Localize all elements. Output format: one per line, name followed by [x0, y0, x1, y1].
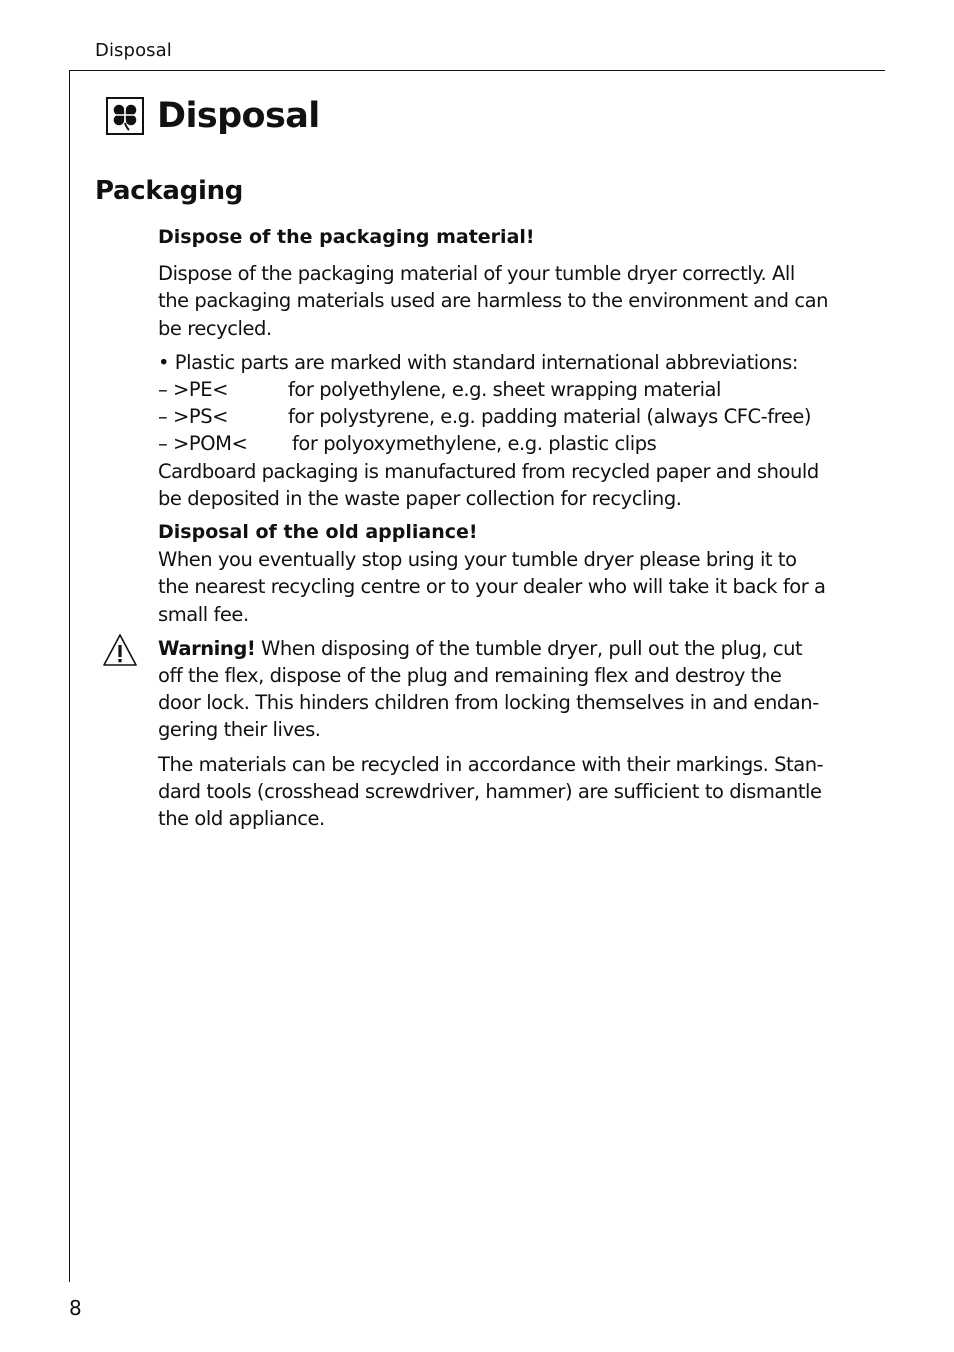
abbreviation-code: – >PE<: [158, 378, 229, 402]
text-line: the old appliance.: [158, 807, 325, 831]
running-header: Disposal: [95, 40, 172, 61]
abbreviation-item: [158, 403, 858, 430]
page-title: Disposal: [157, 96, 320, 136]
text-line: dard tools (crosshead screwdriver, hammer) are sufficient to dismantle: [158, 779, 822, 803]
text-line: The materials can be recycled in accordance with their markings. Stan-: [158, 752, 824, 776]
warning-label: Warning!: [158, 636, 256, 660]
warning-first-line: [158, 635, 858, 662]
abbreviation-desc: for polyethylene, e.g. sheet wrapping material: [288, 378, 722, 402]
materials-paragraph: [158, 751, 858, 833]
abbreviation-list: [158, 376, 858, 458]
page-number: 8: [69, 1296, 82, 1320]
text-line: off the flex, dispose of the plug and remaining flex and destroy the: [158, 664, 782, 688]
warning-block: [158, 635, 858, 744]
abbreviation-desc: for polyoxymethylene, e.g. plastic clips: [292, 432, 657, 456]
title-row: [106, 94, 320, 138]
abbreviation-code: – >POM<: [158, 432, 248, 456]
abbreviation-desc: for polystyrene, e.g. padding material (always CFC-free): [288, 405, 812, 429]
old-appliance-subhead: Disposal of the old appliance!: [158, 521, 478, 544]
plastic-parts-bullet: • Plastic parts are marked with standard international abbreviations:: [158, 350, 798, 374]
packaging-intro: [158, 260, 858, 342]
text-line: be deposited in the waste paper collection for recycling.: [158, 486, 682, 510]
packaging-subhead: Dispose of the packaging material!: [158, 226, 535, 248]
text-line: door lock. This hinders children from locking themselves in and endan-: [158, 691, 819, 715]
header-rule: [69, 70, 885, 71]
text-line: Dispose of the packaging material of your tumble dryer correctly. All: [158, 262, 795, 286]
margin-rule: [69, 70, 70, 1282]
clover-icon: [106, 97, 144, 135]
abbreviation-code: – >PS<: [158, 405, 229, 429]
text-line: the packaging materials used are harmless to the environment and can: [158, 289, 829, 313]
abbreviation-item: [158, 430, 858, 457]
text-line: gering their lives.: [158, 718, 321, 742]
old-appliance-paragraph: [158, 546, 858, 628]
content-column: [158, 224, 858, 832]
abbreviation-item: [158, 376, 858, 403]
cardboard-paragraph: [158, 458, 858, 512]
text-line: Cardboard packaging is manufactured from recycled paper and should: [158, 459, 819, 483]
text-line: When you eventually stop using your tumble dryer please bring it to: [158, 548, 797, 572]
section-heading: Packaging: [95, 176, 244, 206]
text-line: the nearest recycling centre or to your dealer who will take it back for a: [158, 575, 826, 599]
warning-triangle-icon: [102, 633, 138, 667]
warning-text: When disposing of the tumble dryer, pull out the plug, cut: [255, 636, 803, 660]
text-line: small fee.: [158, 602, 249, 626]
text-line: be recycled.: [158, 316, 272, 340]
